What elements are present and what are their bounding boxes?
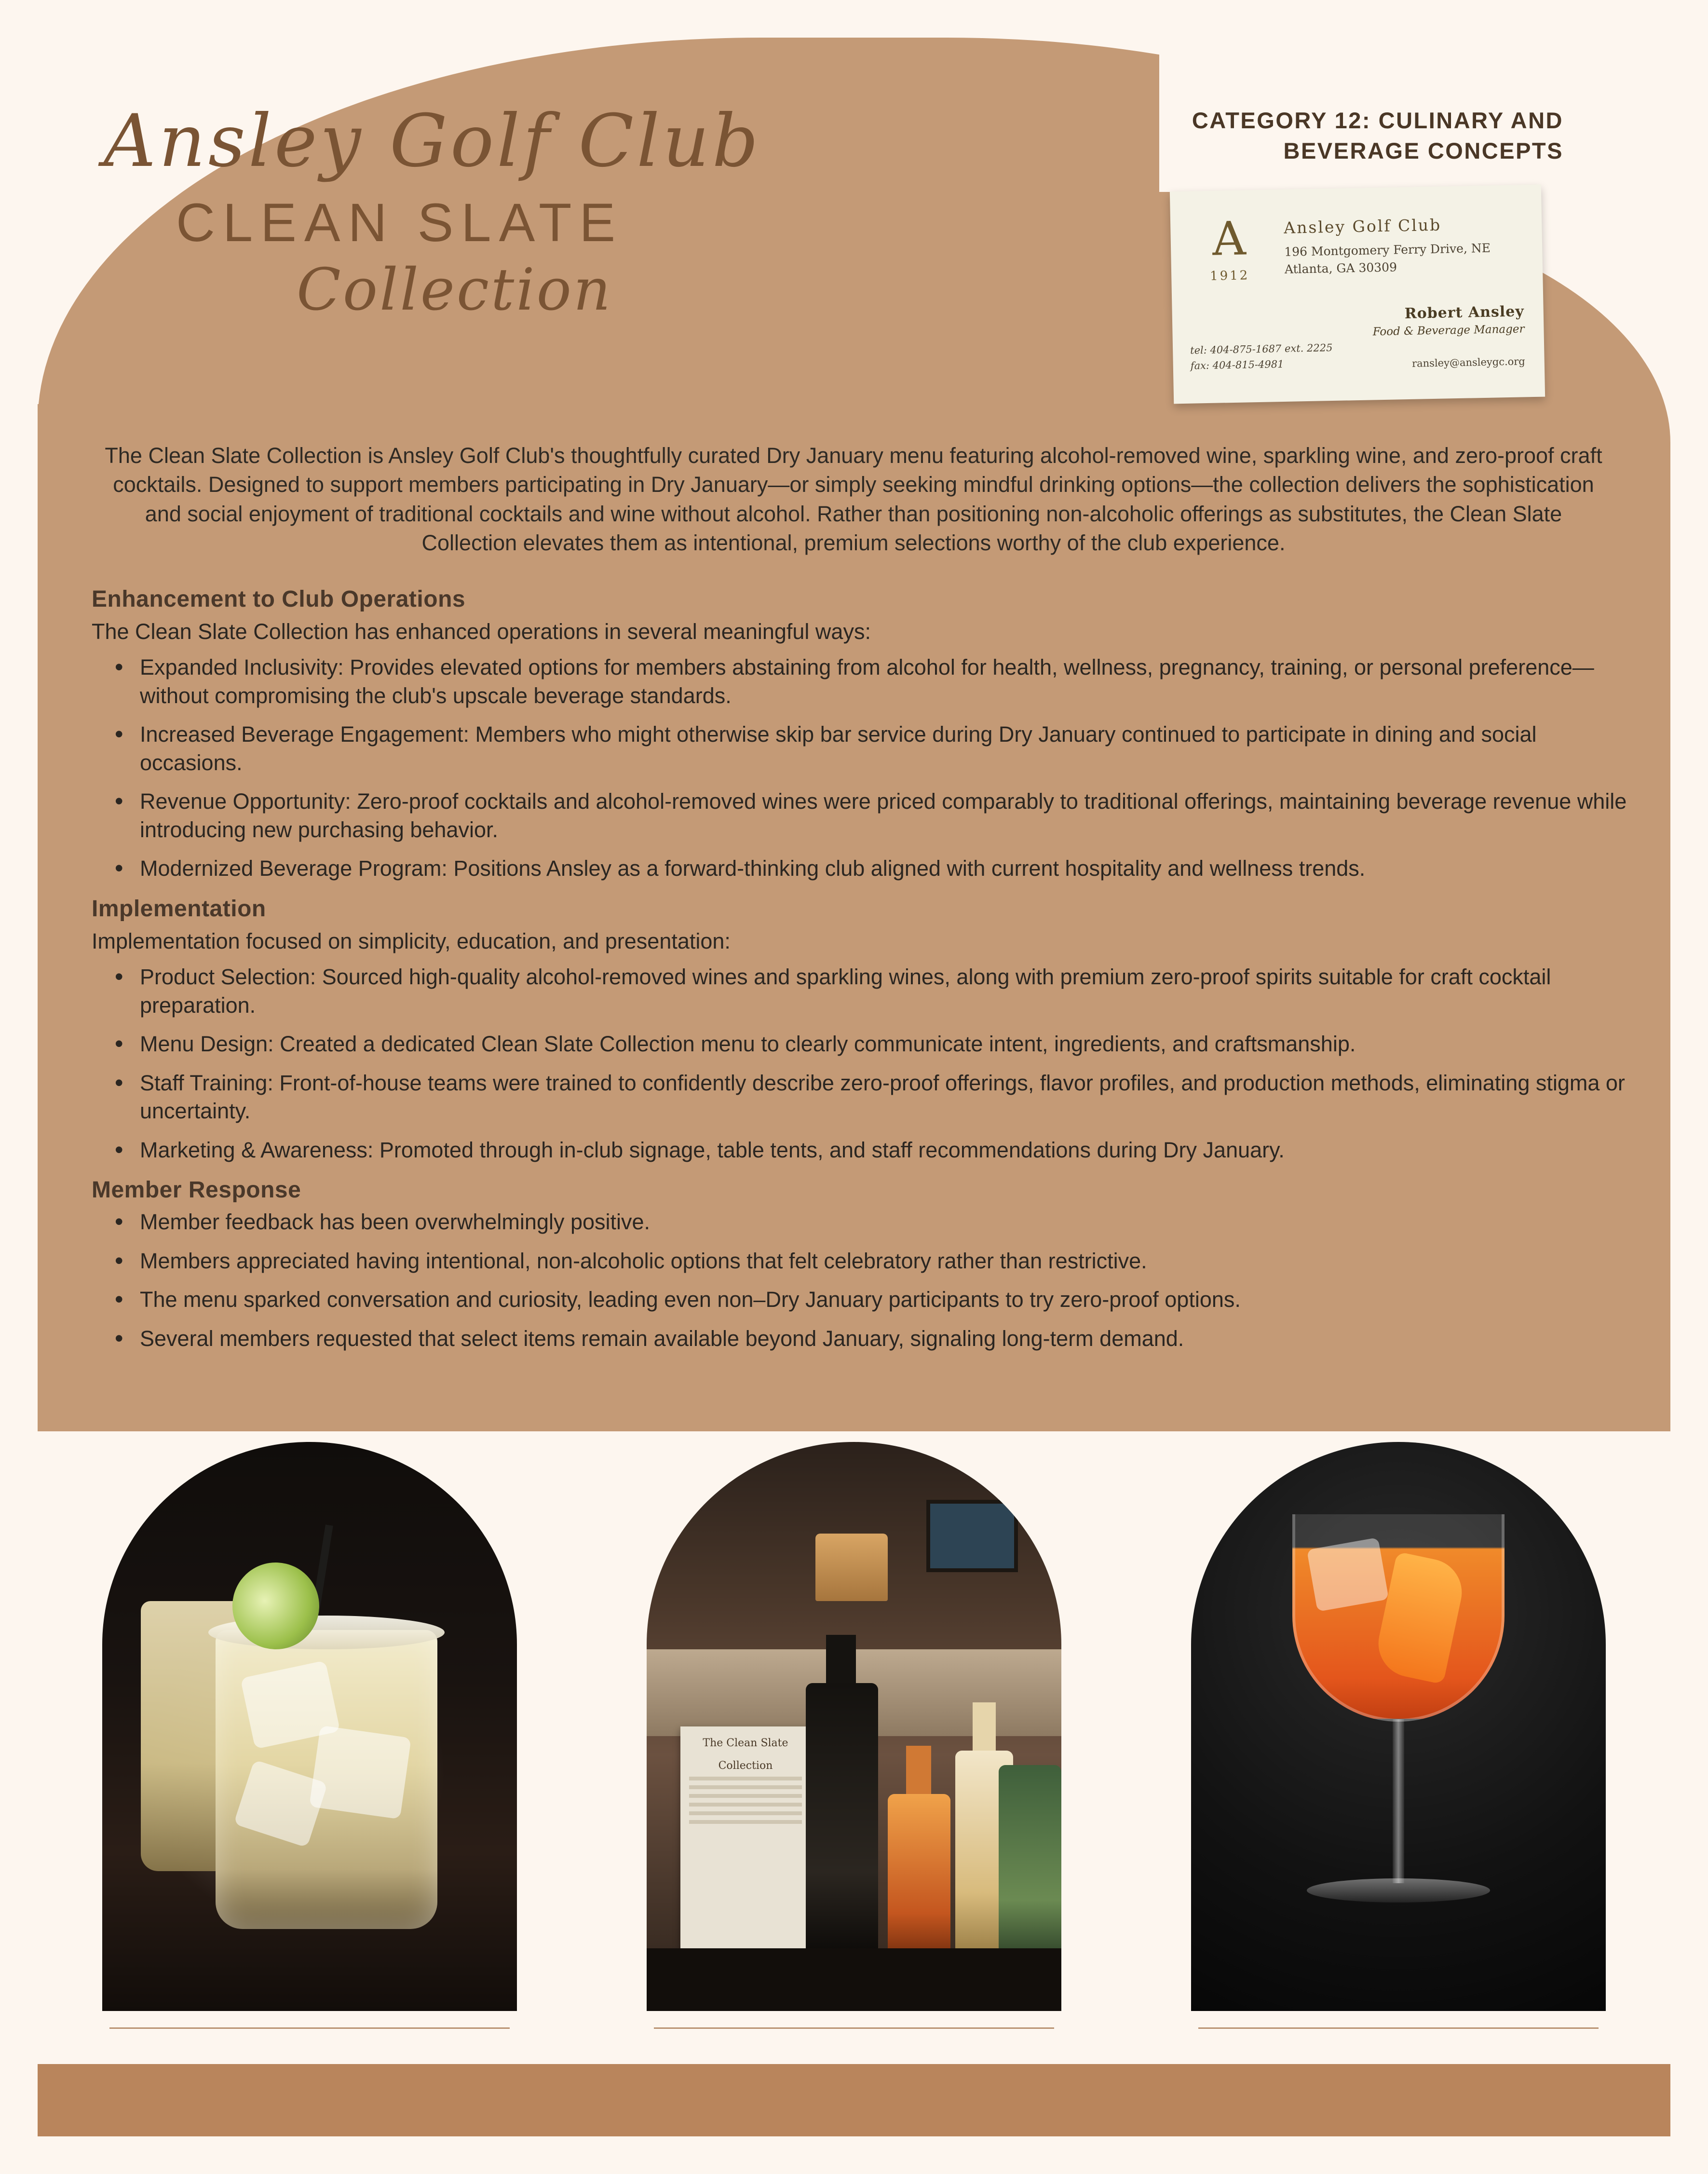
card-fax: fax: 404-815-4981: [1190, 358, 1284, 372]
brand-script-title: Ansley Golf Club: [104, 99, 761, 183]
photo-column-2: [637, 1442, 1071, 2029]
list-item: • The menu sparked conversation and curiosity, leading even non–Dry January participants to try zero-proof options.: [92, 1286, 1630, 1314]
card-phone-block: [1190, 340, 1333, 374]
brand-caps-title: CLEAN SLATE: [176, 192, 624, 253]
card-person-title: Food & Beverage Manager: [1372, 323, 1525, 339]
photo-divider: [654, 2027, 1054, 2029]
list-item: • Increased Beverage Engagement: Members who might otherwise skip bar service during Dry January continued to participate in dining and social occasions.: [92, 720, 1630, 777]
menu-card-title: The Clean Slate: [703, 1737, 788, 1749]
list-item: • Product Selection: Sourced high-quality alcohol-removed wines and sparkling wines, along with premium zero-proof spirits suitable for craft cocktail preparation.: [92, 963, 1630, 1019]
photo-divider: [109, 2027, 510, 2029]
brand-lockup: [104, 99, 923, 324]
card-email: ransley@ansleygc.org: [1411, 355, 1525, 369]
list-item: • Expanded Inclusivity: Provides elevated options for members abstaining from alcohol for health, wellness, pregnancy, training, or personal preference—without compromising the club's upscale beverage standards.: [92, 653, 1630, 710]
card-address-line1: 196 Montgomery Ferry Drive, NE: [1284, 241, 1491, 259]
section-lead-operations: The Clean Slate Collection has enhanced operations in several meaningful ways:: [92, 619, 871, 644]
club-monogram: [1193, 211, 1266, 284]
section-lead-implementation: Implementation focused on simplicity, education, and presentation:: [92, 928, 731, 953]
brand-script-subtitle: Collection: [297, 256, 613, 324]
photo-column-1: [93, 1442, 527, 2029]
section-heading-member-response: Member Response: [92, 1177, 301, 1203]
section-bullets-implementation: [92, 963, 1630, 1164]
card-address-line2: Atlanta, GA 30309: [1284, 260, 1397, 277]
list-item: • Several members requested that select items remain available beyond January, signaling long-term demand.: [92, 1325, 1630, 1353]
photo-spritz: [1191, 1442, 1606, 2011]
card-person-name: Robert Ansley: [1404, 303, 1525, 323]
monogram-year: 1912: [1209, 268, 1250, 284]
list-item: • Marketing & Awareness: Promoted through in-club signage, table tents, and staff recommendations during Dry January.: [92, 1136, 1630, 1165]
section-heading-operations: Enhancement to Club Operations: [92, 586, 466, 612]
photo-margarita: [102, 1442, 517, 2011]
list-item: • Menu Design: Created a dedicated Clean Slate Collection menu to clearly communicate intent, ingredients, and craftsmanship.: [92, 1030, 1630, 1059]
body-content: [92, 586, 1630, 1365]
list-item: • Member feedback has been overwhelmingly positive.: [92, 1208, 1630, 1236]
section-heading-implementation: Implementation: [92, 896, 266, 922]
business-card: [1170, 185, 1545, 404]
card-person: [1372, 303, 1525, 338]
section-bullets-member-response: [92, 1208, 1630, 1353]
card-address: [1284, 240, 1491, 279]
list-item: • Modernized Beverage Program: Positions Ansley as a forward-thinking club aligned with current hospitality and wellness trends.: [92, 855, 1630, 883]
footer-band: [38, 2064, 1670, 2136]
clean-slate-menu-card: [680, 1726, 811, 1977]
list-item: • Members appreciated having intentional, non-alcoholic options that felt celebratory rather than restrictive.: [92, 1247, 1630, 1276]
card-club-name: Ansley Golf Club: [1283, 215, 1442, 237]
intro-paragraph: The Clean Slate Collection is Ansley Golf Club's thoughtfully curated Dry January menu featuring alcohol-removed wine, sparkling wine, and zero-proof craft cocktails. Designed to support members participating in Dry January—or simply seeking mindful drinking options—the collection delivers the sophistication and social enjoyment of traditional cocktails and wine without alcohol. Rather than positioning non-alcoholic offerings as substitutes, the Clean Slate Collection elevates them as intentional, premium selections worthy of the club experience.: [105, 443, 1602, 555]
menu-card-subtitle: Collection: [718, 1760, 773, 1772]
section-bullets-operations: [92, 653, 1630, 883]
card-tel: tel: 404-875-1687 ext. 2225: [1190, 342, 1333, 356]
list-item: • Staff Training: Front-of-house teams were trained to confidently describe zero-proof offerings, flavor profiles, and production methods, eliminating stigma or uncertainty.: [92, 1069, 1630, 1126]
monogram-letter: A: [1212, 211, 1247, 266]
photo-divider: [1198, 2027, 1599, 2029]
category-label: CATEGORY 12: CULINARY AND BEVERAGE CONCEPTS: [1192, 108, 1563, 164]
photo-bar-bottles: [647, 1442, 1061, 2011]
list-item: • Revenue Opportunity: Zero-proof cocktails and alcohol-removed wines were priced comparably to traditional offerings, maintaining beverage revenue while introducing new purchasing behavior.: [92, 788, 1630, 844]
photo-row: [38, 1442, 1670, 2069]
photo-column-3: [1181, 1442, 1615, 2029]
